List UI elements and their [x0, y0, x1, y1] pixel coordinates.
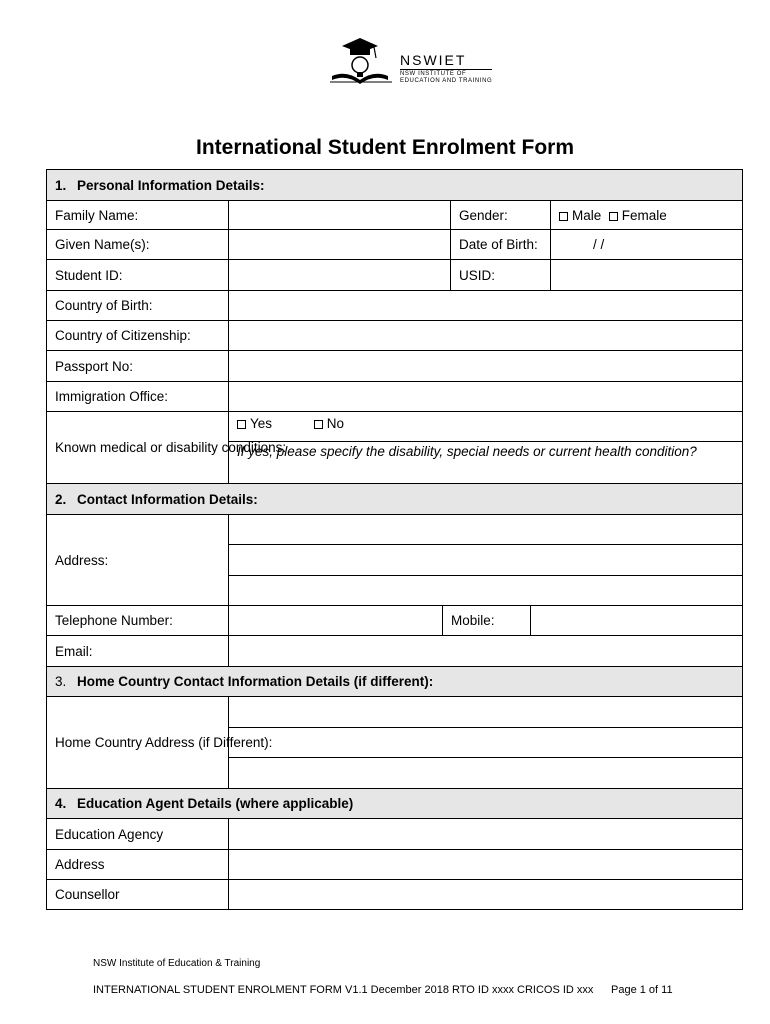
section-1-heading: [47, 170, 743, 201]
section-4-title: Education Agent Details (where applicable): [77, 796, 354, 811]
email-label: Email:: [47, 636, 229, 667]
section-2-heading: [47, 484, 743, 515]
medical-yes-label: Yes: [250, 416, 273, 431]
male-checkbox[interactable]: [559, 212, 568, 221]
female-label: Female: [621, 207, 667, 223]
telephone-field[interactable]: [229, 606, 443, 636]
family-name-label: Family Name:: [47, 201, 229, 230]
logo-subtitle-line1: NSW INSTITUTE OF: [400, 71, 467, 77]
footer-page-number: Page 1 of 11: [611, 984, 673, 996]
family-name-field[interactable]: [229, 201, 451, 230]
footer-form-id: INTERNATIONAL STUDENT ENROLMENT FORM V1.1 December 2018 RTO ID xxxx CRICOS ID xxx: [93, 984, 594, 996]
section-3-heading: [47, 667, 743, 697]
section-3-number: 3.: [55, 674, 67, 689]
education-agency-field[interactable]: [229, 819, 743, 850]
section-1-title: Personal Information Details:: [77, 177, 265, 193]
mobile-field[interactable]: [531, 606, 743, 636]
counsellor-label: Counsellor: [47, 880, 229, 910]
country-of-citizenship-label: Country of Citizenship:: [47, 321, 229, 351]
section-4-heading: [47, 789, 743, 819]
section-4-number: 4.: [55, 796, 67, 811]
usid-field[interactable]: [551, 260, 743, 291]
country-of-citizenship-field[interactable]: [229, 321, 743, 351]
graduation-cap-book-icon: [330, 36, 398, 86]
medical-no-label: No: [326, 416, 345, 431]
home-address-line-2[interactable]: [229, 728, 743, 758]
gender-options: [551, 201, 743, 230]
email-field[interactable]: [229, 636, 743, 667]
counsellor-field[interactable]: [229, 880, 743, 910]
address-line-1[interactable]: [229, 515, 743, 545]
date-of-birth-label: Date of Birth:: [451, 230, 551, 260]
section-3-title: Home Country Contact Information Details (if different):: [77, 674, 434, 689]
agent-address-field[interactable]: [229, 850, 743, 880]
home-address-line-1[interactable]: [229, 697, 743, 728]
telephone-label: Telephone Number:: [47, 606, 229, 636]
address-line-2[interactable]: [229, 545, 743, 576]
student-id-label: Student ID:: [47, 260, 229, 291]
section-1-number: 1.: [55, 177, 67, 193]
footer-institute: NSW Institute of Education & Training: [93, 958, 261, 969]
education-agency-label: Education Agency: [47, 819, 229, 850]
home-address-label: Home Country Address (if Different):: [47, 697, 229, 789]
page-title: International Student Enrolment Form: [195, 136, 574, 159]
logo-divider: [400, 69, 492, 70]
gender-label: Gender:: [451, 201, 551, 230]
medical-details-field[interactable]: If yes, please specify the disability, special needs or current health condition?: [229, 442, 743, 484]
medical-yes-checkbox[interactable]: [237, 420, 246, 429]
passport-no-field[interactable]: [229, 351, 743, 382]
student-id-field[interactable]: [229, 260, 451, 291]
given-names-field[interactable]: [229, 230, 451, 260]
medical-yes-no: [229, 412, 743, 442]
male-label: Male: [572, 207, 602, 223]
usid-label: USID:: [451, 260, 551, 291]
female-checkbox[interactable]: [609, 212, 618, 221]
immigration-office-label: Immigration Office:: [47, 382, 229, 412]
section-2-number: 2.: [55, 491, 67, 507]
medical-no-checkbox[interactable]: [314, 420, 323, 429]
mobile-label: Mobile:: [443, 606, 531, 636]
section-2-title: Contact Information Details:: [77, 491, 258, 507]
enrolment-form-table: [46, 169, 743, 910]
home-address-line-3[interactable]: [229, 758, 743, 789]
agent-address-label: Address: [47, 850, 229, 880]
given-names-label: Given Name(s):: [47, 230, 229, 260]
logo-name: NSWIET: [400, 52, 467, 68]
medical-conditions-label: Known medical or disability conditions:: [47, 412, 229, 484]
logo-subtitle-line2: EDUCATION AND TRAINING: [400, 78, 493, 84]
address-line-3[interactable]: [229, 576, 743, 606]
country-of-birth-field[interactable]: [229, 291, 743, 321]
institute-logo: [330, 36, 500, 86]
country-of-birth-label: Country of Birth:: [47, 291, 229, 321]
passport-no-label: Passport No:: [47, 351, 229, 382]
immigration-office-field[interactable]: [229, 382, 743, 412]
address-label: Address:: [47, 515, 229, 606]
logo-subtitle: [400, 71, 492, 85]
date-of-birth-field[interactable]: / /: [551, 230, 743, 260]
footer-form-info: [93, 984, 673, 996]
